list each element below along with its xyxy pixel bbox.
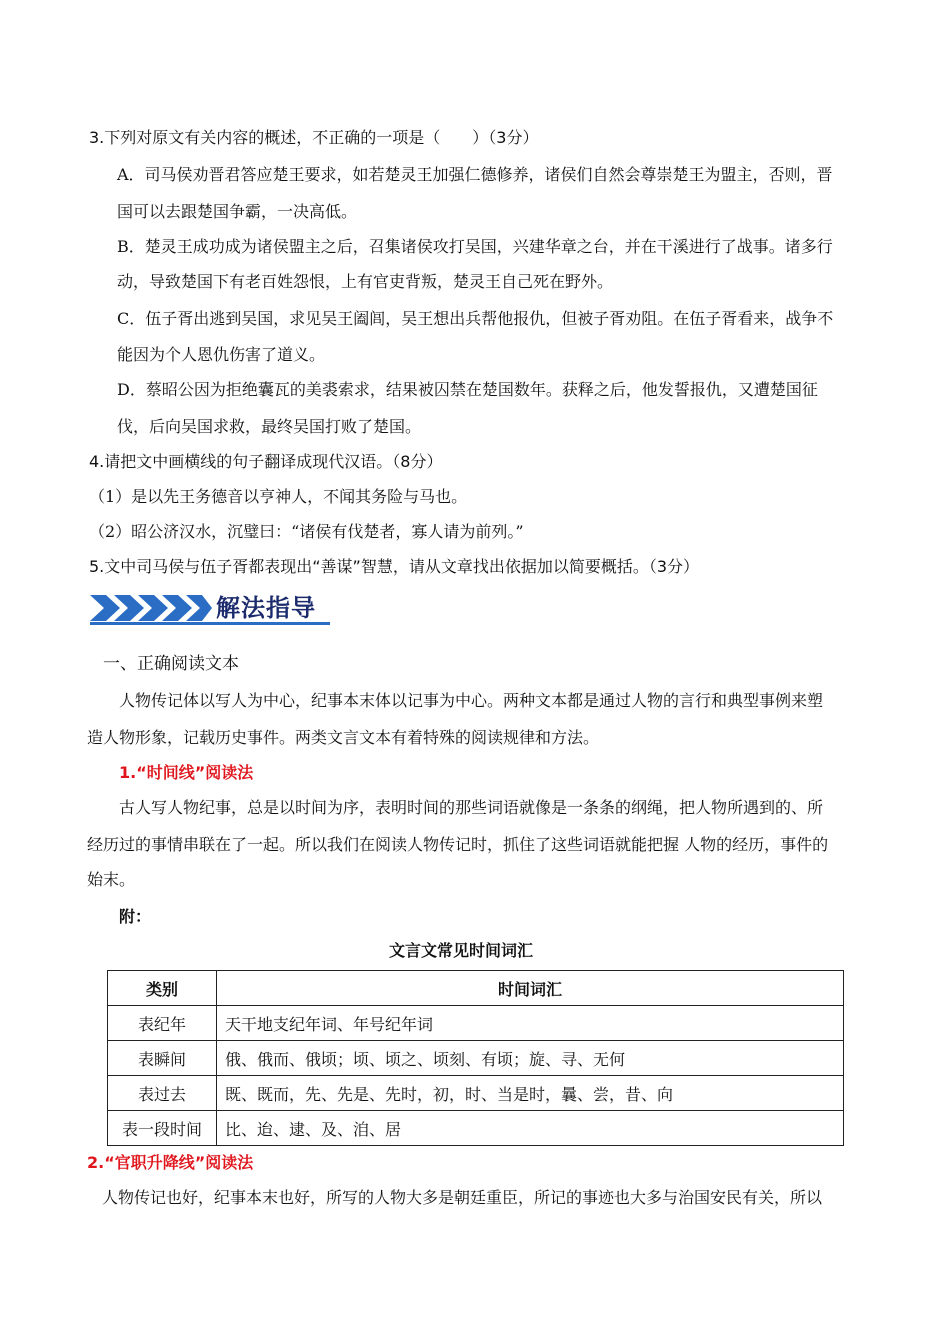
table-cell-category: 表一段时间 — [108, 1111, 217, 1146]
paragraph-2-line2: 经历过的事情串联在了一起。所以我们在阅读人物传记时，抓住了这些词语就能把握 人物的经历，事件的 — [87, 835, 829, 854]
paragraph-3-line1: 人物传记也好，纪事本末也好，所写的人物大多是朝廷重臣，所记的事迹也大多与治国安民有关，所以 — [102, 1188, 823, 1207]
table-header-category: 类别 — [108, 971, 217, 1006]
paragraph-1-line2: 造人物形象，记载历史事件。两类文言文本有着特殊的阅读规律和方法。 — [87, 728, 600, 747]
time-vocabulary-table — [107, 970, 844, 1146]
table-row — [108, 1076, 844, 1111]
banner-title: 解法指导 — [216, 594, 316, 622]
table-cell-category: 表纪年 — [108, 1006, 217, 1041]
table-cell-vocabulary: 天干地支纪年词、年号纪年词 — [217, 1006, 844, 1041]
table-header-row — [108, 971, 844, 1006]
table-cell-vocabulary: 既、既而，先、先是、先时，初，时、当是时，曩、尝，昔、向 — [217, 1076, 844, 1111]
table-cell-vocabulary: 比、迨、逮、及、洎、居 — [217, 1111, 844, 1146]
table-row — [108, 1006, 844, 1041]
q3-option-b-line2: 动，导致楚国下有老百姓怨恨，上有官吏背叛，楚灵王自己死在野外。 — [117, 272, 614, 291]
section-heading: 一、正确阅读文本 — [103, 654, 239, 674]
table-header-vocabulary: 时间词汇 — [217, 971, 844, 1006]
q3-option-c-line2: 能因为个人恩仇伤害了道义。 — [117, 345, 326, 364]
q4-sentence-1: （1）是以先王务德音以亨神人，不闻其务险与马也。 — [89, 487, 468, 506]
q4-stem: 4.请把文中画横线的句子翻译成现代汉语。（8分） — [89, 452, 443, 471]
q3-option-a-line2: 国可以去跟楚国争霸，一决高低。 — [117, 202, 358, 221]
table-cell-vocabulary: 俄、俄而、俄顷；顷、顷之、顷刻、有顷；旋、寻、无何 — [217, 1041, 844, 1076]
table-cell-category: 表瞬间 — [108, 1041, 217, 1076]
appendix-label: 附： — [119, 907, 152, 926]
table-row — [108, 1041, 844, 1076]
method-2-heading: 2.“官职升降线”阅读法 — [87, 1153, 254, 1172]
paragraph-2-line3: 始末。 — [87, 870, 136, 889]
q4-sentence-2: （2）昭公济汉水，沉璧曰：“诸侯有伐楚者，寡人请为前列。” — [89, 522, 524, 541]
q3-option-d-line1: D．蔡昭公因为拒绝囊瓦的美裘索求，结果被囚禁在楚国数年。获释之后，他发誓报仇，又遭楚国征 — [117, 380, 818, 399]
q3-option-b-line1: B．楚灵王成功成为诸侯盟主之后，召集诸侯攻打吴国，兴建华章之台，并在干溪进行了战事。诸多行 — [117, 237, 833, 256]
method-1-heading: 1.“时间线”阅读法 — [119, 763, 254, 782]
q3-option-d-line2: 伐，后向吴国求救，最终吴国打败了楚国。 — [117, 417, 422, 436]
paragraph-2-line1: 古人写人物纪事，总是以时间为序，表明时间的那些词语就像是一条条的纲绳，把人物所遇到的、所 — [119, 798, 824, 817]
paragraph-1-line1: 人物传记体以写人为中心，纪事本末体以记事为中心。两种文本都是通过人物的言行和典型事例来塑 — [119, 691, 824, 710]
q3-stem: 3.下列对原文有关内容的概述，不正确的一项是（ ）（3分） — [89, 128, 539, 147]
q3-option-a-line1: A．司马侯劝晋君答应楚王要求，如若楚灵王加强仁德修养，诸侯们自然会尊崇楚王为盟主，否则，晋 — [117, 165, 833, 184]
table-cell-category: 表过去 — [108, 1076, 217, 1111]
table-title: 文言文常见时间词汇 — [389, 941, 534, 960]
q5-stem: 5.文中司马侯与伍子胥都表现出“善谋”智慧，请从文章找出依据加以简要概括。（3分） — [89, 557, 700, 576]
table-row — [108, 1111, 844, 1146]
q3-option-c-line1: C．伍子胥出逃到吴国，求见吴王阖闾，吴王想出兵帮他报仇，但被子胥劝阻。在伍子胥看来，战争不 — [117, 309, 834, 328]
